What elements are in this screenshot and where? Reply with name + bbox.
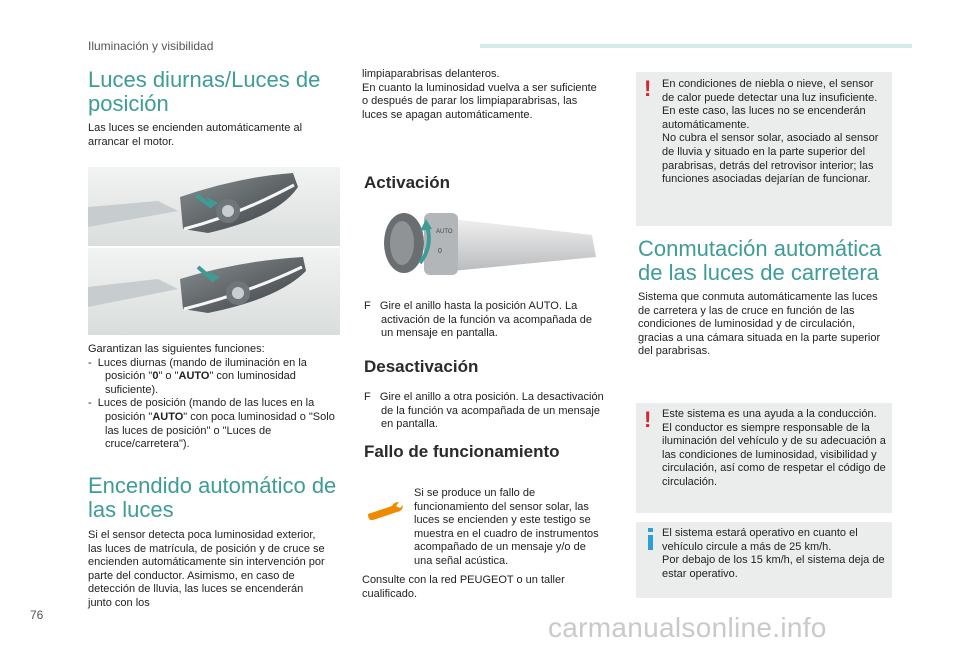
light-stalk-illustration [382, 205, 602, 289]
fallo-footer-text: Consulte con la red PEUGEOT o un taller cualificado. [362, 574, 565, 600]
headlights-illustration [88, 167, 340, 335]
warning-note-assist-text-2: El conductor es siempre responsable de la iluminación del vehículo y de su adecuación a las condiciones de luminosidad, visibilidad y circulación, así como de respetar el código de circulación. [662, 421, 886, 488]
warning-note-assist-text: Este sistema es una ayuda a la conducción. [662, 408, 877, 420]
fallo-heading: Fallo de funcionamiento [364, 442, 560, 461]
auto-high-beam-text: Sistema que conmuta automáticamente las luces de carretera y las de cruce en función de las condiciones de luminosidad y de circulación, gracias a una cámara situada en la parte superior del parabrisas. [638, 291, 881, 358]
auto-high-beam-title: Conmutación automática de las luces de carretera [638, 236, 882, 285]
info-note-speed-text-2: Por debajo de los 15 km/h, el sistema deja de estar operativo. [662, 554, 885, 580]
warning-note-fog-text-2: No cubra el sensor solar, asociado al sensor de lluvia y situado en la parte superior del parabrisas, detrás del retrovisor interior; las funciones asociadas dejarían de funcionar. [662, 132, 879, 186]
warning-note-assist [636, 403, 892, 513]
info-note-speed-body [662, 527, 888, 581]
auto-lights-text: Si el sensor detecta poca luminosidad exterior, las luces de matrícula, de posición y de cruce se encienden automáticamente sin intervención por parte del conductor. Asimismo, en caso de detección de lluvia, las luces se encenderán junto con los [88, 529, 325, 609]
functions-list [88, 343, 340, 452]
fallo-body [414, 487, 604, 569]
fallo-footer [362, 574, 602, 601]
bullet-marker: F [364, 300, 371, 312]
info-icon [648, 528, 653, 550]
desactivacion-body [364, 391, 604, 432]
continuation-text-2: En cuanto la luminosidad vuelva a ser suficiente o después de parar los limpiaparabrisas, las luces se apagan automáticamente. [362, 81, 597, 121]
warning-note-fog-text: En condiciones de niebla o nieve, el sensor de calor puede detectar una luz insuficiente. En este caso, las luces no se encenderán automáticamente. [662, 78, 878, 131]
watermark: carmanualsonline.info [548, 612, 827, 643]
bullet-marker: F [364, 391, 371, 403]
activacion-heading: Activación [364, 173, 450, 192]
warning-note-fog-body [662, 78, 888, 187]
stalk-label-auto: AUTO [436, 229, 453, 235]
auto-lights-title: Encendido automático de las luces [88, 473, 337, 522]
headlights-image [88, 167, 340, 335]
function-item-position: - Luces de posición (mando de las luces en la posición "AUTO" con poca luminosidad o "Solo las luces de posición" o "Luces de cruce/carretera"). [88, 397, 335, 451]
info-note-speed [636, 522, 892, 598]
col3-title-block [638, 237, 892, 285]
auto-lights-body [88, 529, 328, 611]
daytime-lights-title: Luces diurnas/Luces de posición [88, 67, 321, 116]
light-stalk-image [382, 205, 602, 289]
wrench-icon [366, 500, 404, 520]
intro-text: Las luces se encienden automáticamente al arrancar el motor. [88, 122, 303, 148]
continuation-text: limpiaparabrisas delanteros. [362, 68, 500, 80]
page-number: 76 [30, 608, 44, 622]
header-divider [480, 44, 912, 48]
col1-title-block [88, 68, 340, 116]
warning-note-assist-body [662, 408, 888, 490]
auto-high-beam-body [638, 291, 892, 359]
section-header: Iluminación y visibilidad [88, 39, 214, 53]
activacion-body [364, 300, 604, 341]
desactivacion-step: F Gire el anillo a otra posición. La desactivación de la función va acompañada de un mensaje en pantalla. [364, 391, 604, 431]
function-item-daytime: - Luces diurnas (mando de iluminación en la posición "0" o "AUTO" con luminosidad suficiente). [88, 356, 307, 396]
col1-intro [88, 122, 338, 149]
warning-exclamation-icon: ! [644, 407, 652, 432]
desactivacion-heading: Desactivación [364, 357, 479, 376]
stalk-label-zero: 0 [438, 248, 442, 255]
info-note-speed-text: El sistema estará operativo en cuanto el vehículo circule a más de 25 km/h. [662, 527, 858, 553]
warning-exclamation-icon: ! [644, 76, 652, 101]
activacion-step: F Gire el anillo hasta la posición AUTO. La activación de la función va acompañada de un mensaje en pantalla. [364, 300, 592, 340]
auto-lights-title-block [88, 474, 340, 522]
fallo-text: Si se produce un fallo de funcionamiento del sensor solar, las luces se encienden y este testigo se muestra en el cuadro de instrumentos acompañado de un mensaje y/o de una señal acústica. [414, 487, 599, 567]
col2-continuation [362, 68, 602, 122]
functions-intro: Garantizan las siguientes funciones: [88, 343, 265, 355]
warning-note-fog [636, 72, 892, 226]
